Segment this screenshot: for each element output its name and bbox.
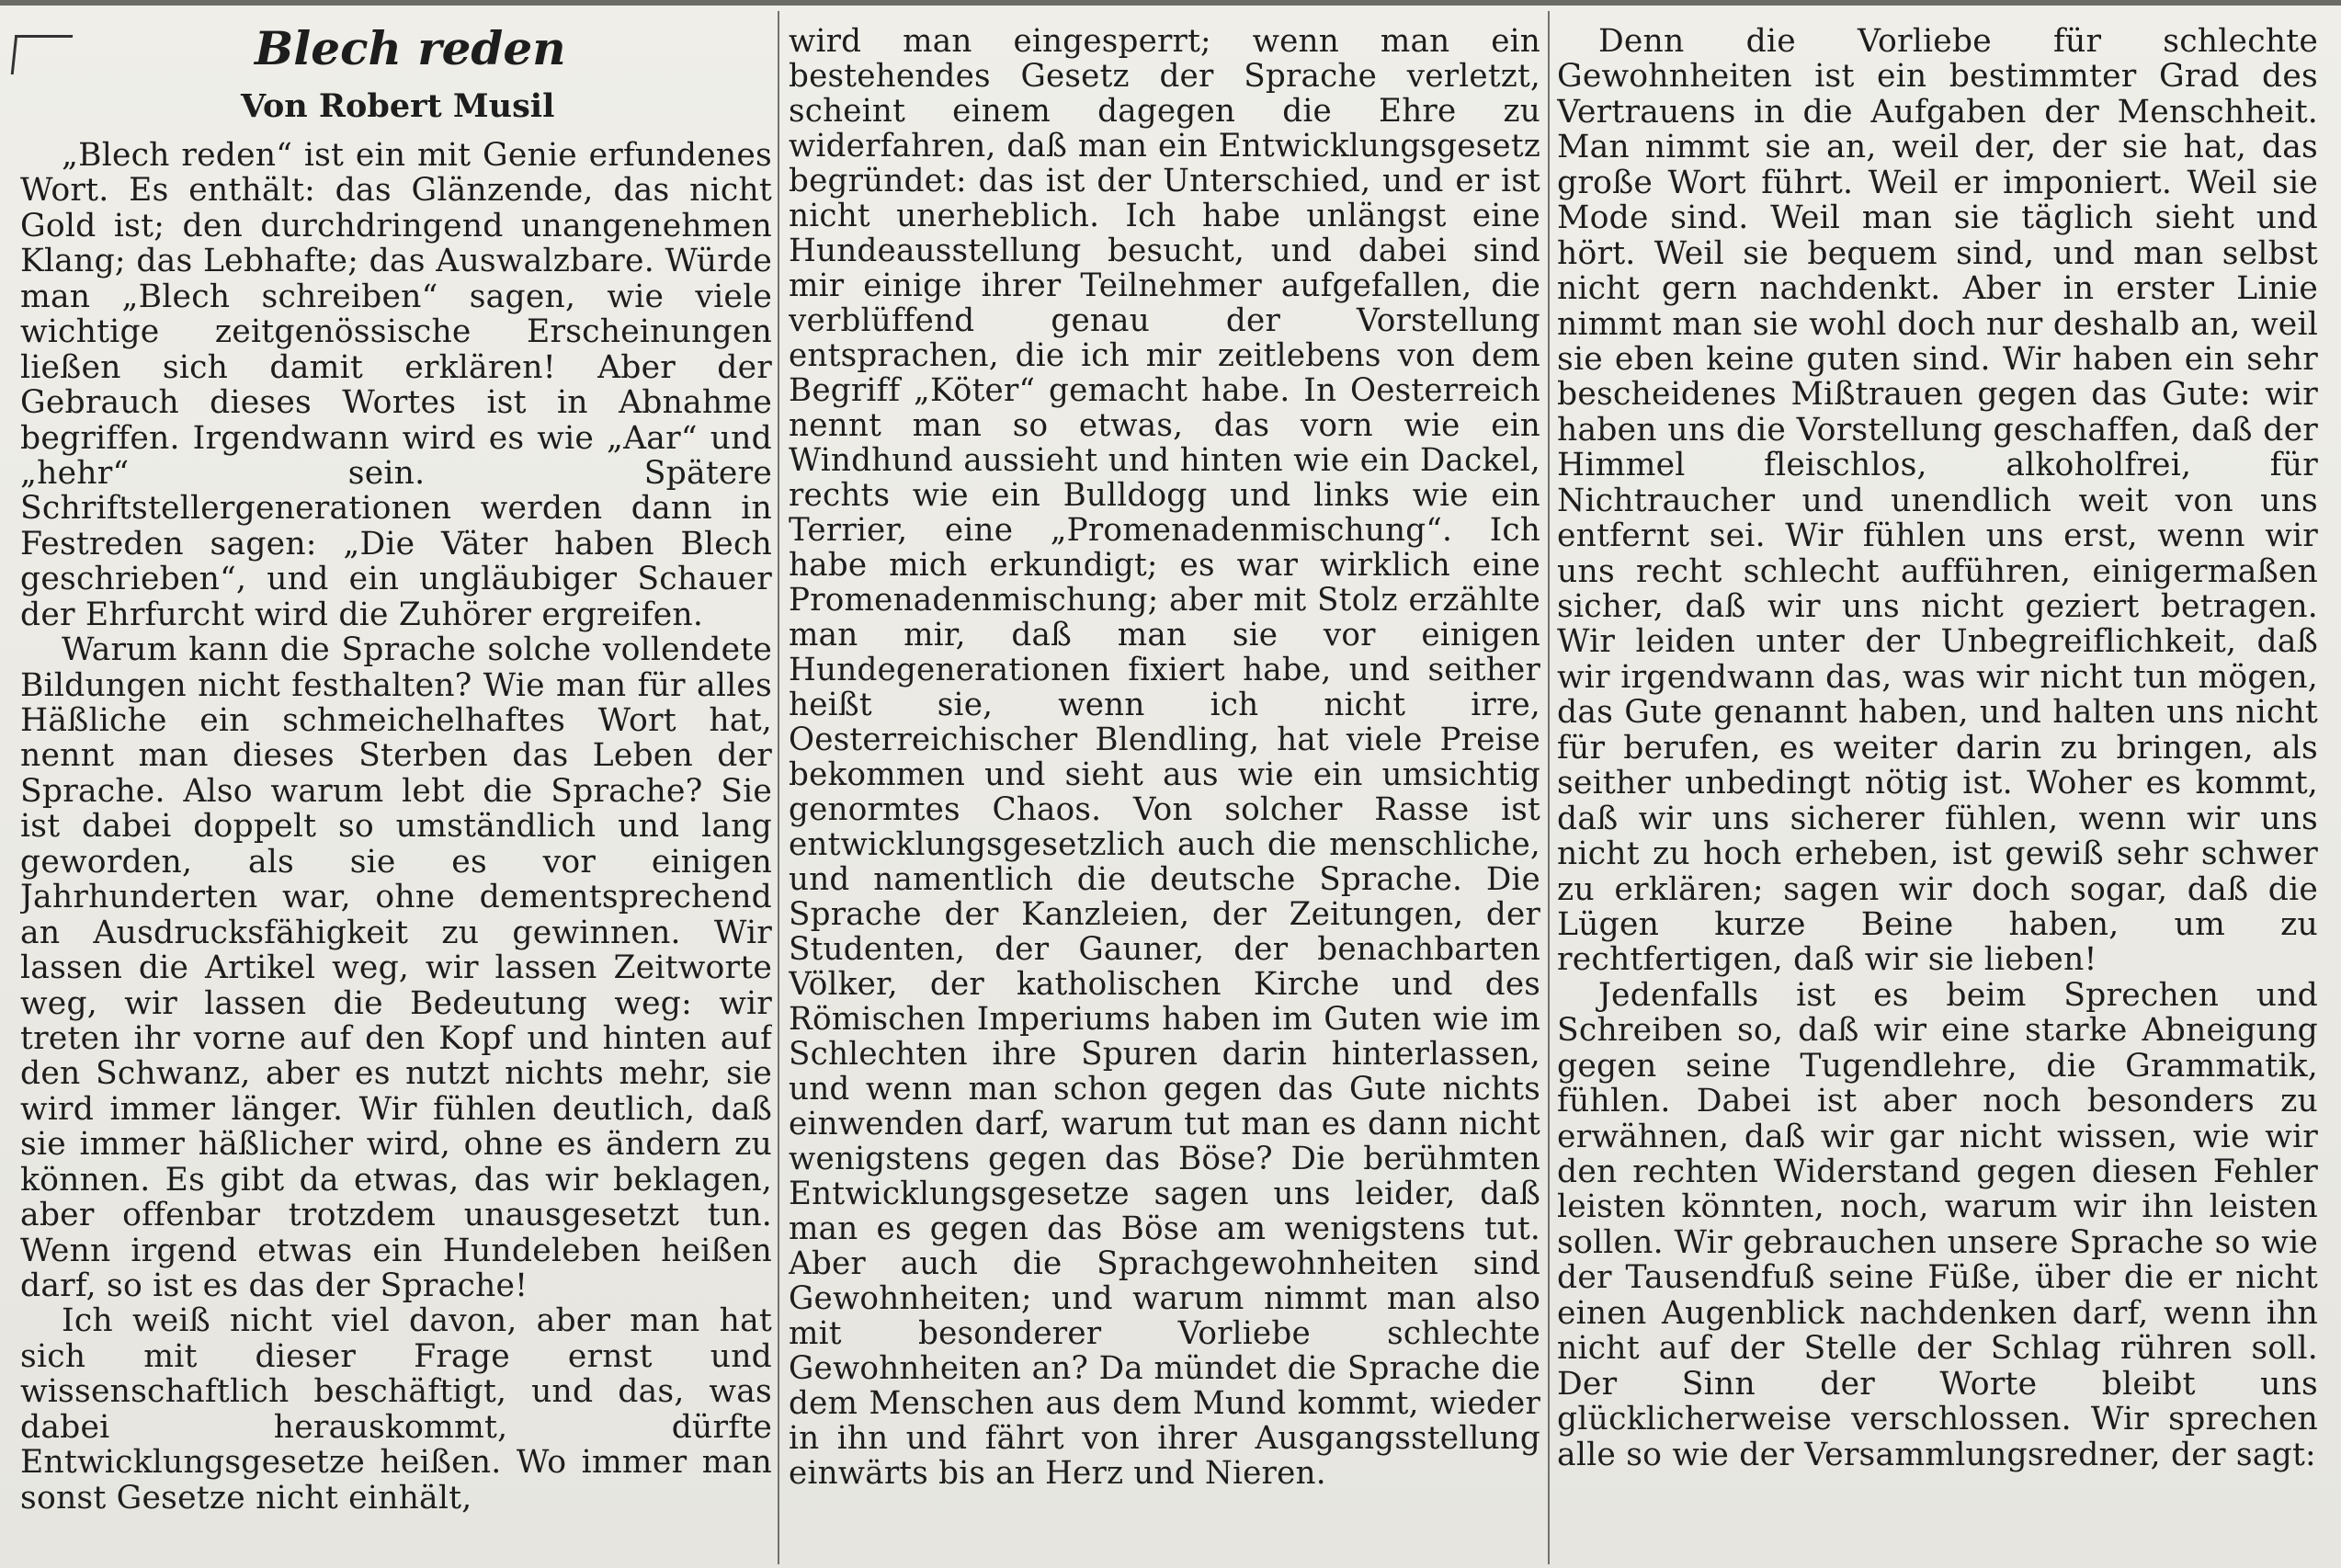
paragraph: Warum kann die Sprache solche vollendete Bildungen nicht festhalten? Wie man für alles Häßliche ein schmeichelhaftes Wort hat, nennt man dieses Sterben das Leben der Sprache. Also warum lebt die Sprache? Sie ist dabei doppelt so umständlich und lang geworden, als sie es vor einigen Jahrhunderten war, ohne dementsprechend an Ausdrucksfähigkeit zu gewinnen. Wir lassen die Artikel weg, wir lassen Zeitworte weg, wir lassen die Bedeutung weg: wir treten ihr vorne auf den Kopf und hinten auf den Schwanz, aber es nutzt nichts mehr, sie wird immer länger. Wir fühlen deutlich, daß sie immer häßlicher wird, ohne es ändern zu können. Es gibt da etwas, das wir beklagen, aber offenbar trotzdem unausgesetzt tun. Wenn irgend etwas ein Hundeleben heißen darf, so ist es das der Sprache! [20, 631, 772, 1304]
paragraph: Ich weiß nicht viel davon, aber man hat sich mit dieser Frage ernst und wissenschaftlich beschäftigt, und das, was dabei herauskommt, dürfte Entwicklungsgesetze heißen. Wo immer man sonst Gesetze nicht einhält, [20, 1302, 772, 1517]
paragraph: „Blech reden“ ist ein mit Genie erfundenes Wort. Es enthält: das Glänzende, das nicht Gold ist; den durchdringend unangenehmen Klang; das Lebhafte; das Auswalzbare. Würde man „Blech schreiben“ sagen, wie viele wichtige zeitgenössische Erscheinungen ließen sich damit erklären! Aber der Gebrauch dieses Wortes ist in Abnahme begriffen. Irgendwann wird es wie „Aar“ und „hehr“ sein. Spätere Schriftstellergenerationen werden dann in Festreden sagen: „Die Väter haben Blech geschrieben“, und ein ungläubiger Schauer der Ehrfurcht wird die Zuhörer ergreifen. [20, 138, 772, 633]
article-author: Von Robert Musil [241, 87, 555, 125]
article-title: Blech reden [255, 21, 566, 75]
text-column-2 [789, 24, 1540, 1554]
column-divider [1548, 11, 1550, 1564]
paragraph: Jedenfalls ist es beim Sprechen und Schreiben so, daß wir eine starke Abneigung gegen seine Tugendlehre, die Grammatik, fühlen. Dabei ist aber noch besonders zu erwähnen, daß wir gar nicht wissen, wie wir den rechten Widerstand gegen diesen Fehler leisten könnten, noch, warum wir ihn leisten sollen. Wir gebrauchen unsere Sprache so wie der Tausendfuß seine Füße, über die er nicht einen Augenblick nachdenken darf, wenn ihn nicht auf der Stelle der Schlag rühren soll. Der Sinn der Worte bleibt uns glücklicherweise verschlossen. Wir sprechen alle so wie der Versammlungsredner, der sagt: [1557, 976, 2318, 1473]
text-column-1 [20, 138, 772, 1553]
paragraph: Denn die Vorliebe für schlechte Gewohnheiten ist ein bestimmter Grad des Vertrauens in die Aufgaben der Menschheit. Man nimmt sie an, weil der, der sie hat, das große Wort führt. Weil er imponiert. Weil sie Mode sind. Weil man sie täglich sieht und hört. Weil sie bequem sind, und man selbst nicht gern nachdenkt. Aber in erster Linie nimmt man sie wohl doch nur deshalb an, weil sie eben keine guten sind. Wir haben ein sehr bescheidenes Mißtrauen gegen das Gute: wir haben uns die Vorstellung geschaffen, daß der Himmel fleischlos, alkoholfrei, für Nichtraucher und unendlich weit von uns entfernt sei. Wir fühlen uns erst, wenn wir uns recht schlecht aufführen, einigermaßen sicher, daß wir uns nicht geziert betragen. Wir leiden unter der Unbegreiflichkeit, daß wir irgendwann das, was wir nicht tun mögen, das Gute genannt haben, und halten uns nicht für berufen, es weiter darin zu bringen, als seither unbedingt nötig ist. Woher es kommt, daß wir uns sicherer fühlen, wenn wir uns nicht zu hoch erheben, ist gewiß sehr schwer zu erklären; sagen wir doch sogar, daß die Lügen kurze Beine haben, um zu rechtfertigen, daß wir sie lieben! [1557, 24, 2318, 979]
column-divider [778, 11, 779, 1564]
paragraph: wird man eingesperrt; wenn man ein bestehendes Gesetz der Sprache verletzt, scheint einem dagegen die Ehre zu widerfahren, daß man ein Entwicklungsgesetz begründet: das ist der Unterschied, und er ist nicht unerheblich. Ich habe unlängst eine Hundeausstellung besucht, und dabei sind mir einige ihrer Teilnehmer aufgefallen, die verblüffend genau der Vorstellung entsprachen, die ich mir zeitlebens von dem Begriff „Köter“ gemacht habe. In Oesterreich nennt man so etwas, das vorn wie ein Windhund aussieht und hinten wie ein Dackel, rechts wie ein Bulldogg und links wie ein Terrier, eine „Promenadenmischung“. Ich habe mich erkundigt; es war wirklich eine Promenadenmischung; aber mit Stolz erzählte man mir, daß man sie vor einigen Hundegenerationen fixiert habe, und seither heißt sie, wenn ich nicht irre, Oesterreichischer Blendling, hat viele Preise bekommen und sieht aus wie ein umsichtig genormtes Chaos. Von solcher Rasse ist entwicklungsgesetzlich auch die menschliche, und namentlich die deutsche Sprache. Die Sprache der Kanzleien, der Zeitungen, der Studenten, der Gauner, der benachbarten Völker, der katholischen Kirche und des Römischen Imperiums haben im Guten wie im Schlechten ihre Spuren darin hinterlassen, und wenn man schon gegen das Gute nichts einwenden darf, warum tut man es dann nicht wenigstens gegen das Böse? Die berühmten Entwicklungsgesetze sagen uns leider, daß man es gegen das Böse am wenigstens tut. Aber auch die Sprachgewohnheiten sind Gewohnheiten; und warum nimmt man also mit besonderer Vorliebe schlechte Gewohnheiten an? Da mündet die Sprache die dem Menschen aus dem Mund kommt, wieder in ihn und fährt von ihrer Ausgangsstellung einwärts bis an Herz und Nieren. [789, 24, 1540, 1492]
top-border-line [0, 0, 2341, 6]
text-column-3 [1557, 24, 2318, 1554]
